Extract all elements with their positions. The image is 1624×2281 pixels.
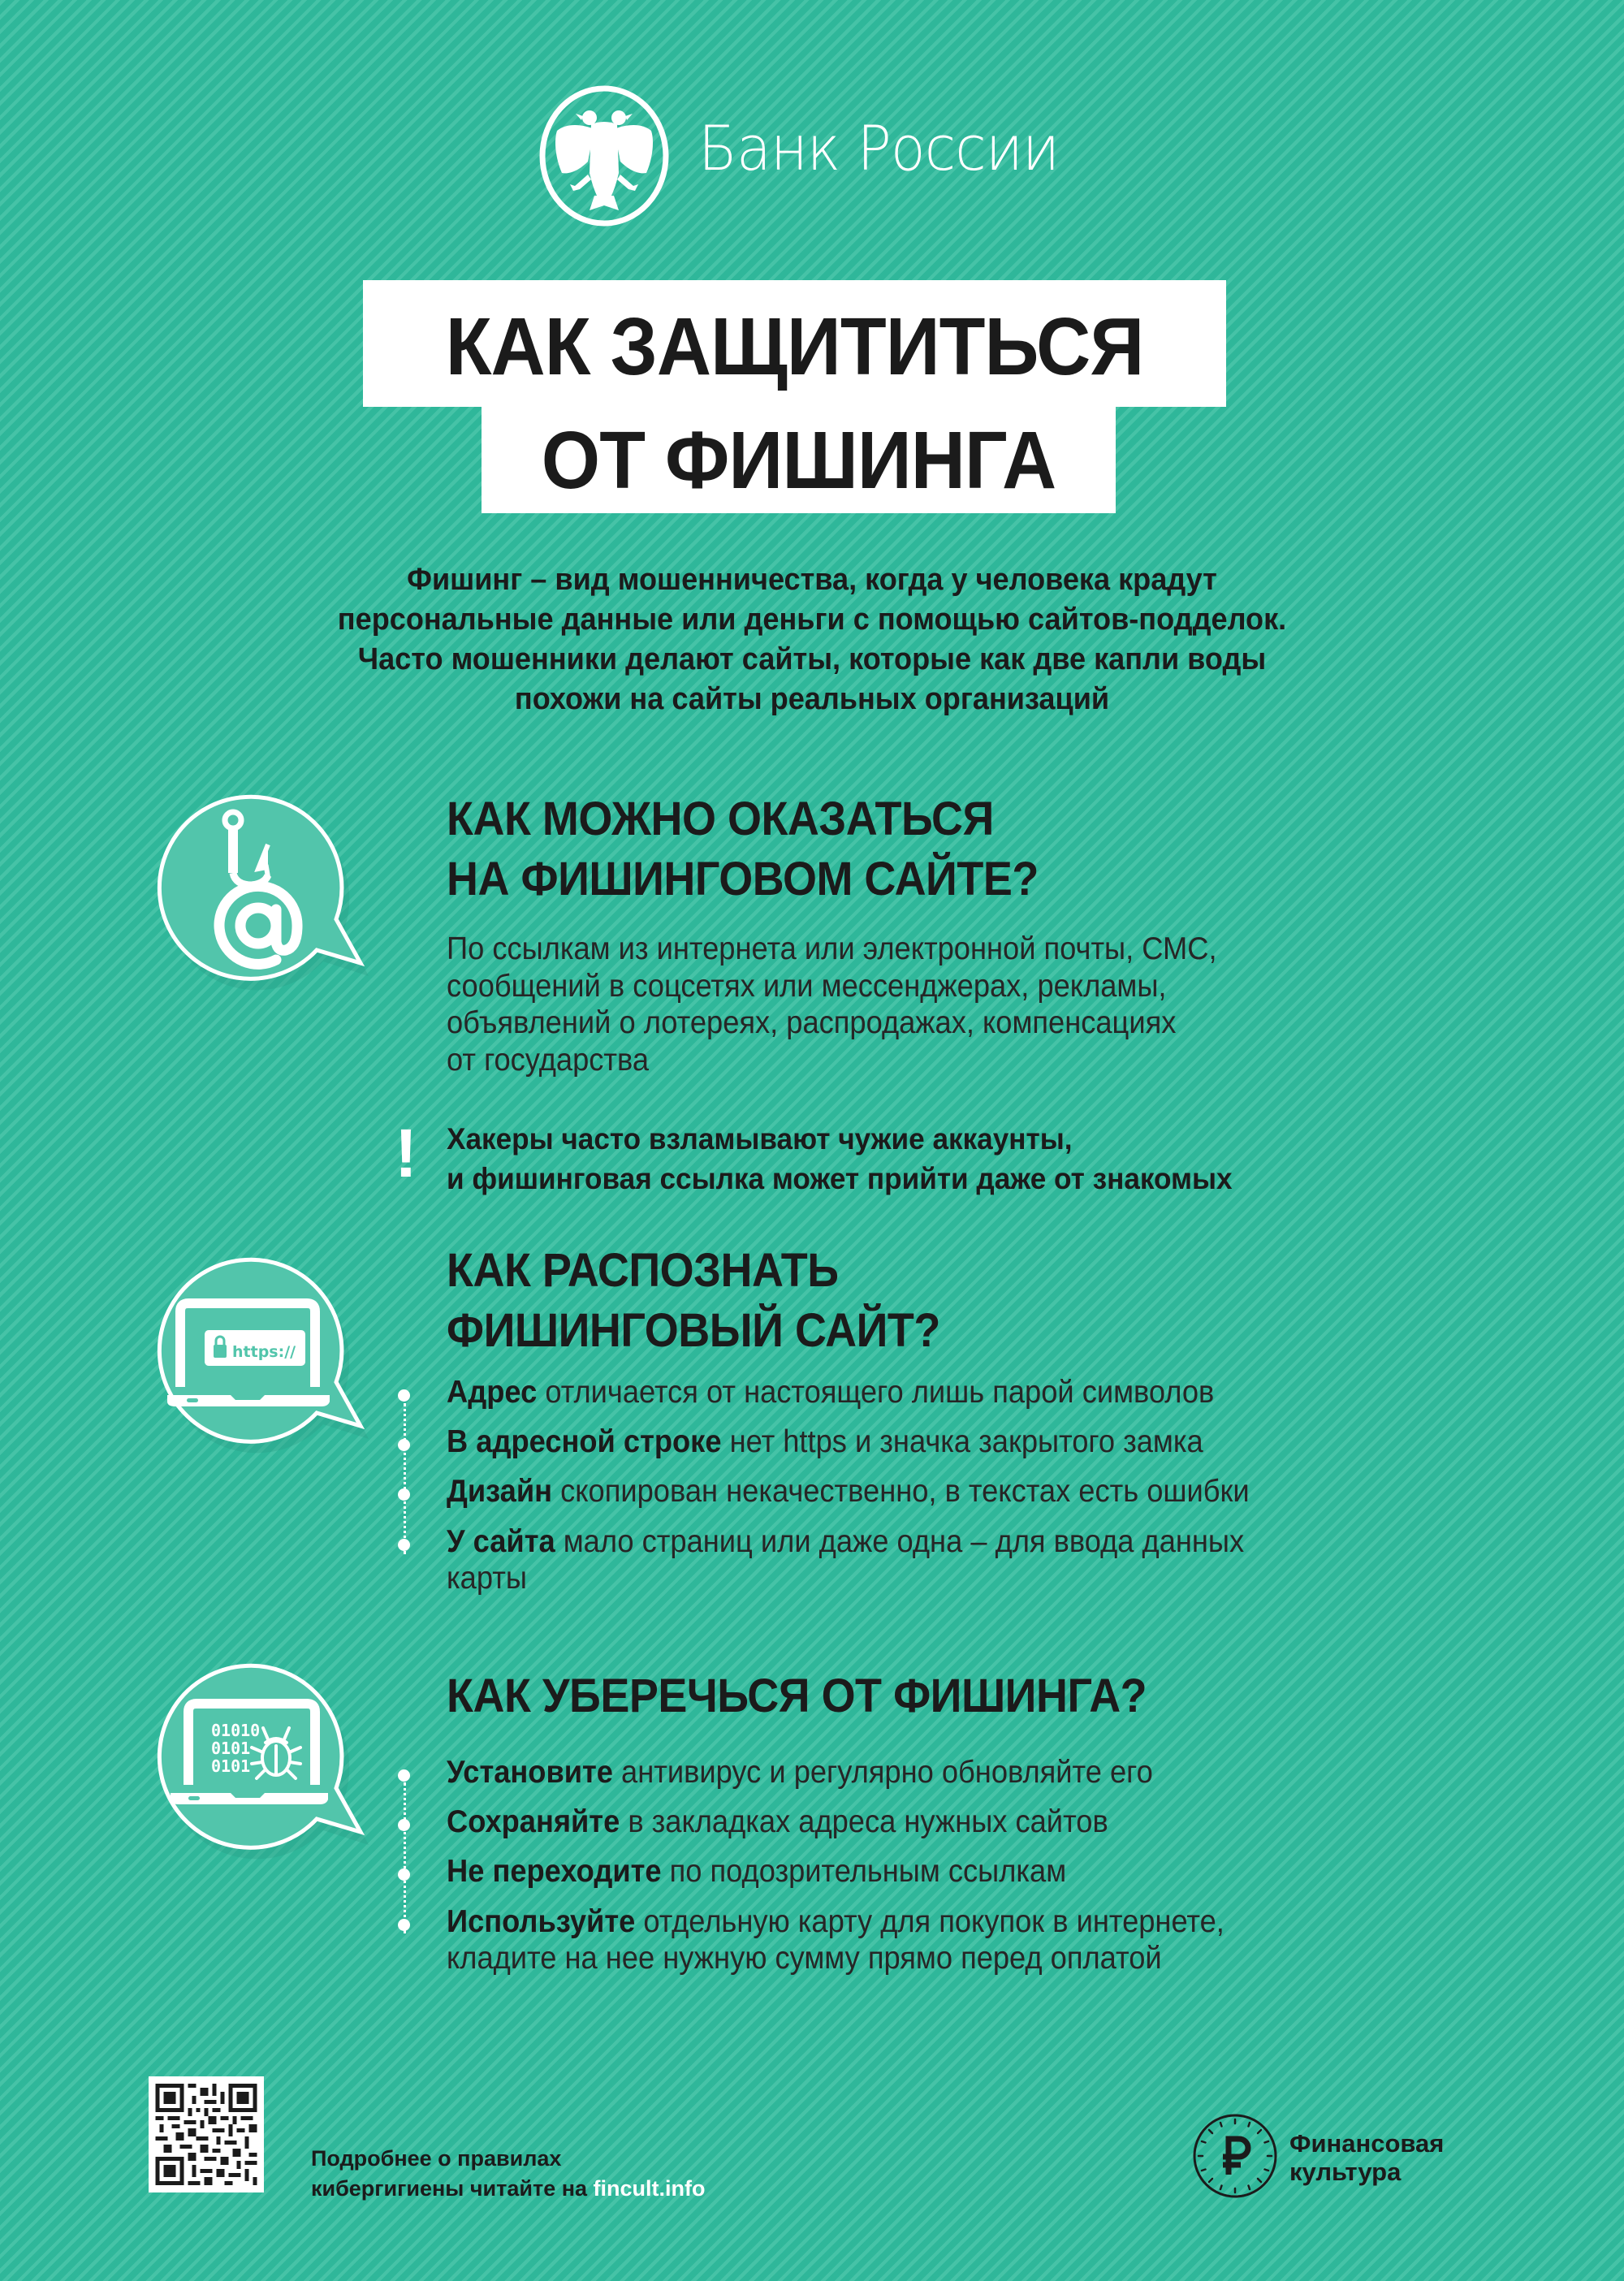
bullet-rest: нет https и значка закрытого замка	[721, 1424, 1203, 1459]
bullet-bold: У сайта	[447, 1524, 555, 1559]
bullet-bold: В адресной строке	[447, 1424, 722, 1459]
ruble-coin-icon	[1190, 2111, 1280, 2201]
financial-culture-brand	[1289, 2129, 1444, 2186]
bullet-dot-icon	[398, 1439, 410, 1451]
bullet-dot-icon	[398, 1539, 410, 1551]
section-heading-how-to-protect	[447, 1666, 1147, 1726]
bullet-dot-icon	[398, 1769, 410, 1782]
bullet-bold: Используйте	[447, 1904, 636, 1939]
body-line: По ссылкам из интернета или электронной почты, СМС,	[447, 931, 1217, 966]
warning-line: Хакеры часто взламывают чужие аккаунты,	[447, 1122, 1073, 1156]
list-item	[390, 1903, 1527, 1976]
heading-line: ФИШИНГОВЫЙ САЙТ?	[447, 1304, 940, 1357]
intro-line: Фишинг – вид мошенничества, когда у человека крадут	[407, 563, 1217, 597]
laptop-bug-icon	[138, 1648, 382, 1876]
binary-line: 0101	[211, 1756, 251, 1776]
intro-line: персональные данные или деньги с помощью сайтов-подделок.	[337, 603, 1287, 637]
page-title-line-2: ОТ ФИШИНГА	[541, 415, 1056, 506]
footer-line: Подробнее о правилах	[311, 2146, 562, 2171]
bullet-rest: скопирован некачественно, в текстах есть ошибки	[552, 1474, 1250, 1509]
bullet-rest: антивирус и регулярно обновляйте его	[612, 1755, 1153, 1790]
recognize-bullet-list	[390, 1374, 1527, 1596]
bullet-rest: отдельную карту для покупок в интернете,	[635, 1904, 1224, 1939]
bullet-bold: Установите	[447, 1755, 613, 1790]
warning-line: и фишинговая ссылка может прийти даже от знакомых	[447, 1162, 1233, 1195]
protect-bullet-list	[390, 1754, 1527, 1976]
heading-line: КАК РАСПОЗНАТЬ	[447, 1244, 839, 1297]
section-heading-how-to-recognize-phishing-site	[447, 1241, 940, 1361]
exclamation-icon: !	[395, 1115, 417, 1191]
laptop-https-lock-icon	[138, 1234, 382, 1462]
bullet-rest: по подозрительным ссылкам	[661, 1854, 1067, 1889]
list-item	[390, 1804, 1527, 1853]
list-item	[390, 1523, 1527, 1596]
page-title-line-1: КАК ЗАЩИТИТЬСЯ	[445, 301, 1144, 392]
footer-line: кибергигиены читайте на	[311, 2176, 594, 2201]
heading-line: КАК МОЖНО ОКАЗАТЬСЯ	[447, 793, 994, 845]
list-item	[390, 1374, 1527, 1423]
hook-at-sign-icon	[138, 780, 382, 1007]
binary-line: 0101	[211, 1739, 251, 1758]
bullet-continuation: карты	[447, 1561, 527, 1596]
bullet-bold: Не переходите	[447, 1854, 662, 1889]
bank-logo-text: Банк России	[698, 112, 1060, 184]
intro-line: похожи на сайты реальных организаций	[514, 682, 1110, 716]
binary-line: 01010	[211, 1721, 261, 1740]
intro-line: Часто мошенники делают сайты, которые как две капли воды	[357, 642, 1267, 676]
heading-line: НА ФИШИНГОВОМ САЙТЕ?	[447, 853, 1039, 905]
fincult-link[interactable]: fincult.info	[593, 2176, 706, 2201]
footer-note	[311, 2144, 706, 2204]
list-item	[390, 1423, 1527, 1473]
bank-emblem-icon	[538, 84, 671, 228]
section-heading-how-to-get-to-phishing-site	[447, 789, 1039, 909]
bullet-dot-icon	[398, 1868, 410, 1881]
https-label: https://	[232, 1343, 296, 1361]
brand-line: культура	[1289, 2158, 1402, 2186]
bullet-continuation: кладите на нее нужную сумму прямо перед оплатой	[447, 1941, 1162, 1976]
bullet-rest: отличается от настоящего лишь парой символов	[537, 1375, 1215, 1410]
section-1-body	[447, 931, 1217, 1078]
heading-line: КАК УБЕРЕЧЬСЯ ОТ ФИШИНГА?	[447, 1670, 1147, 1722]
list-item	[390, 1473, 1527, 1523]
bullet-rest: мало страниц или даже одна – для ввода данных	[555, 1524, 1245, 1559]
list-item	[390, 1853, 1527, 1903]
warning-note	[447, 1119, 1233, 1199]
body-line: объявлений о лотереях, распродажах, компенсациях	[447, 1005, 1177, 1040]
brand-line: Финансовая	[1289, 2129, 1445, 2158]
bullet-dot-icon	[398, 1488, 410, 1501]
bullet-bold: Дизайн	[447, 1474, 553, 1509]
bullet-dot-icon	[398, 1819, 410, 1831]
body-line: сообщений в соцсетях или мессенджерах, рекламы,	[447, 968, 1167, 1004]
body-line: от государства	[447, 1042, 650, 1078]
bullet-rest: в закладках адреса нужных сайтов	[620, 1804, 1108, 1839]
qr-code-icon[interactable]	[149, 2076, 264, 2192]
list-item	[390, 1754, 1527, 1804]
intro-paragraph	[162, 560, 1462, 719]
bullet-bold: Сохраняйте	[447, 1804, 620, 1839]
bullet-bold: Адрес	[447, 1375, 538, 1410]
bullet-dot-icon	[398, 1919, 410, 1931]
bullet-dot-icon	[398, 1389, 410, 1402]
